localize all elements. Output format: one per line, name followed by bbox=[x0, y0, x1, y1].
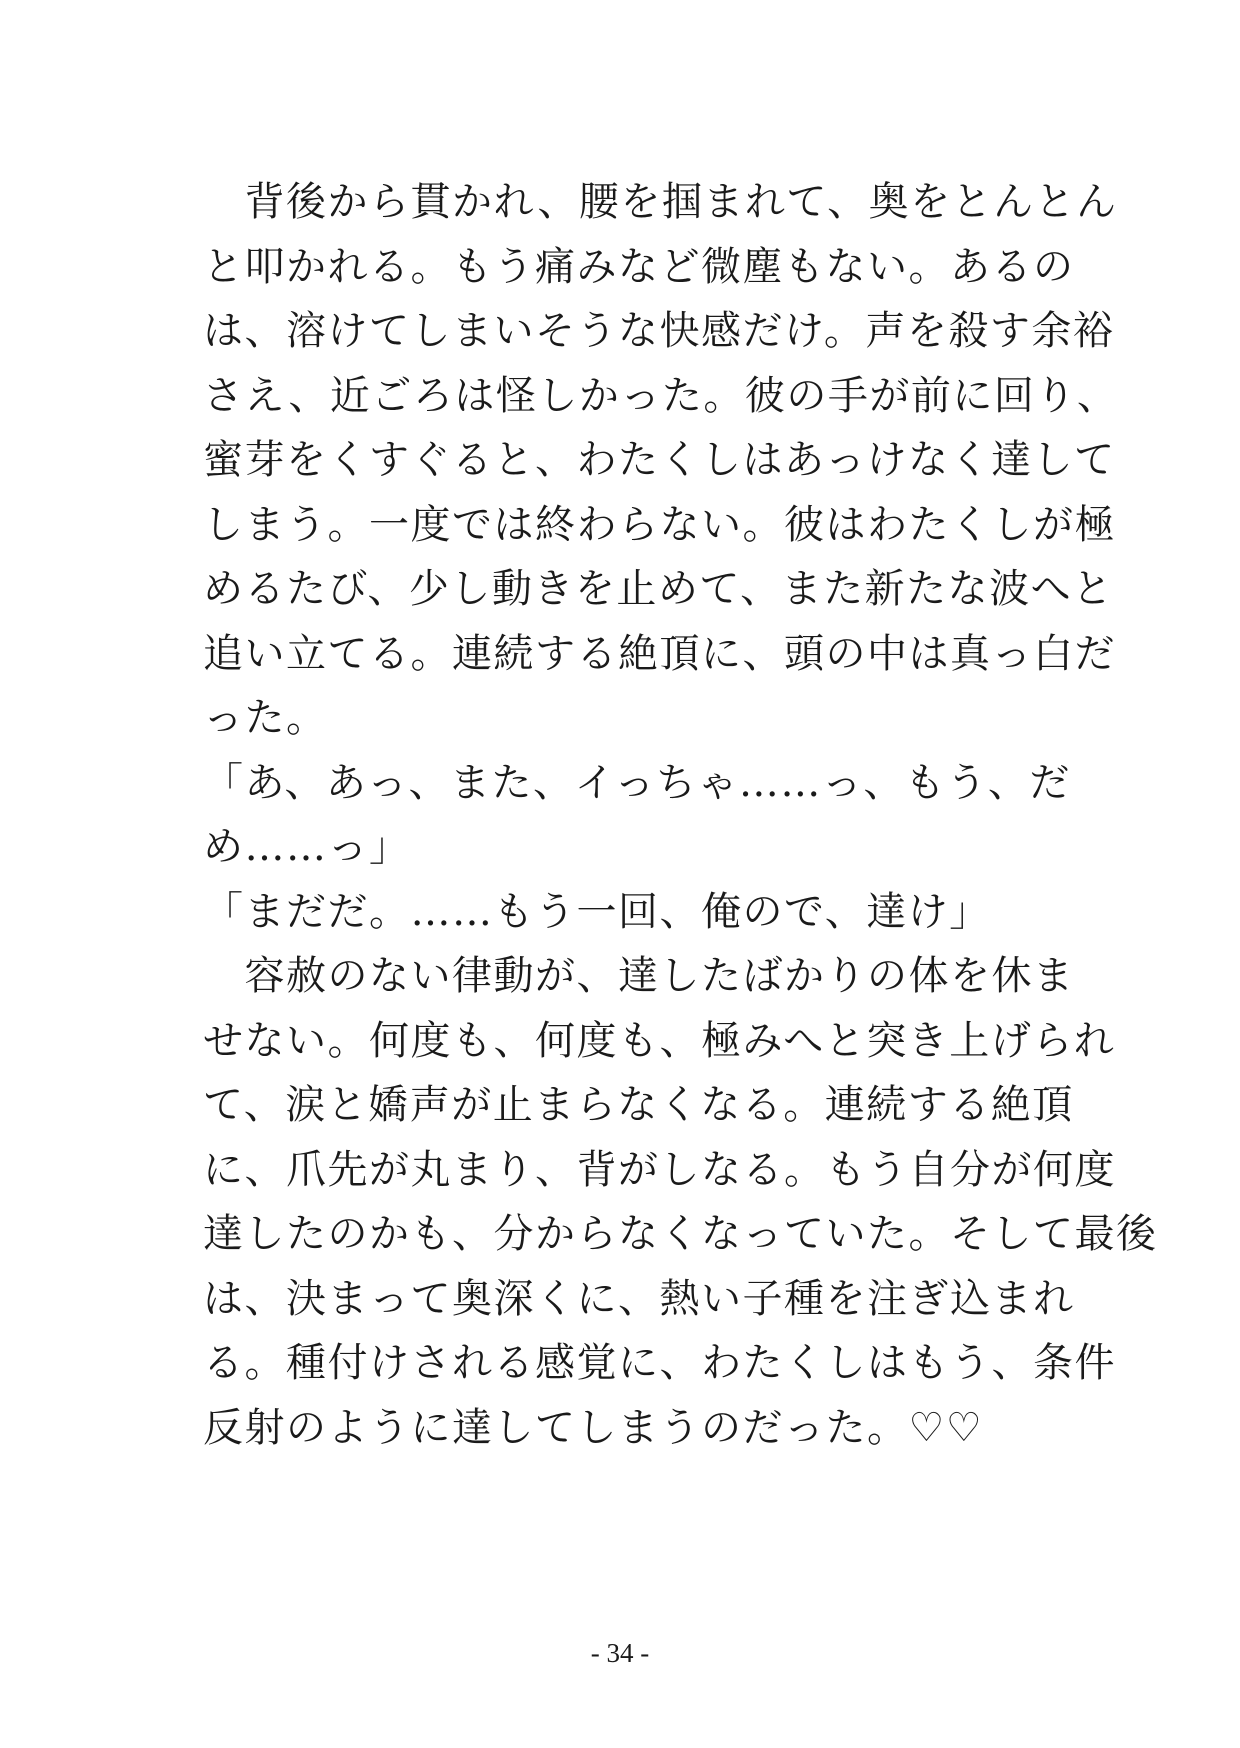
text-line: と叩かれる。もう痛みなど微塵もない。あるの bbox=[203, 243, 1075, 290]
page-number: - 34 - bbox=[590, 1638, 650, 1668]
text-line: 反射のように達してしまうのだった。♡♡ bbox=[203, 1404, 984, 1451]
text-line: 追い立てる。連続する絶頂に、頭の中は真っ白だ bbox=[203, 630, 1116, 677]
text-line: に、爪先が丸まり、背がしなる。もう自分が何度 bbox=[203, 1146, 1116, 1193]
text-line: 背後から貫かれ、腰を掴まれて、奥をとんとん bbox=[203, 179, 1118, 225]
text-line: しまう。一度では終わらない。彼はわたくしが極 bbox=[203, 501, 1116, 548]
text-line: 達したのかも、分からなくなっていた。そして最後 bbox=[203, 1211, 1158, 1257]
text-line: せない。何度も、何度も、極みへと突き上げられ bbox=[203, 1017, 1116, 1064]
dialogue-line: 「まだだ。……もう一回、俺ので、達け」 bbox=[203, 888, 991, 935]
text-line: めるたび、少し動きを止めて、また新たな波へと bbox=[203, 566, 1114, 612]
text-line: った。 bbox=[203, 695, 328, 741]
text-line: さえ、近ごろは怪しかった。彼の手が前に回り、 bbox=[203, 372, 1119, 419]
text-line: 蜜芽をくすぐると、わたくしはあっけなく達して bbox=[203, 437, 1116, 483]
text-line: は、溶けてしまいそうな快感だけ。声を殺す余裕 bbox=[203, 308, 1115, 354]
text-line: 容赦のない律動が、達したばかりの体を休ま bbox=[203, 953, 1075, 999]
dialogue-line: め……っ」 bbox=[203, 824, 411, 870]
dialogue-line: 「あ、あっ、また、イっちゃ……っ、もう、だ bbox=[203, 759, 1071, 806]
body-text bbox=[203, 170, 1158, 1460]
text-line: て、涙と嬌声が止まらなくなる。連続する絶頂 bbox=[203, 1082, 1074, 1128]
text-line: る。種付けされる感覚に、わたくしはもう、条件 bbox=[203, 1340, 1116, 1386]
text-line: は、決まって奥深くに、熱い子種を注ぎ込まれ bbox=[203, 1275, 1075, 1322]
